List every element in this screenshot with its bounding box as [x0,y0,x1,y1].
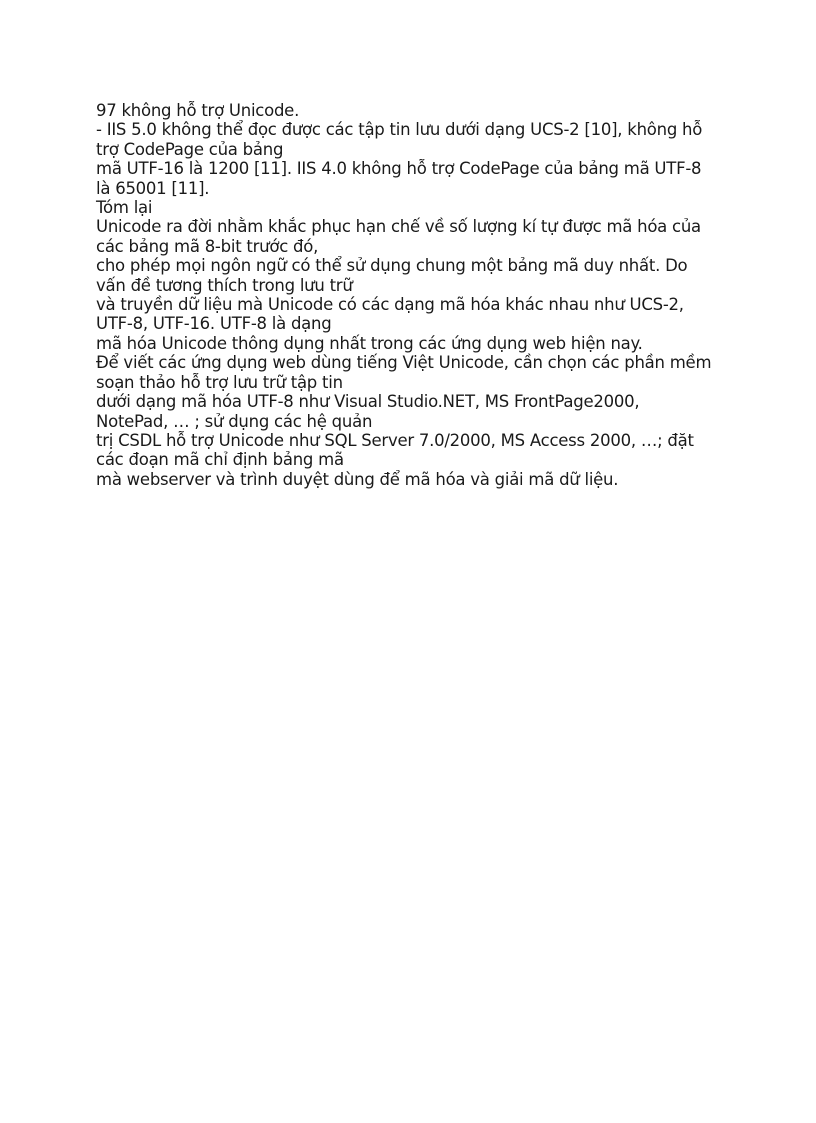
section-heading: Tóm lại [96,198,153,218]
text-line-1: 97 không hỗ trợ Unicode. [96,101,300,120]
text-line-7: Unicode ra đời nhằm khắc phục hạn chế về số lượng kí tự được mã hóa của [96,217,701,237]
text-line-19: các đoạn mã chỉ định bảng mã [96,450,344,470]
text-line-2: - IIS 5.0 không thể đọc được các tập tin lưu dưới dạng UCS-2 [10], không hỗ [96,120,703,140]
text-line-4: mã UTF-16 là 1200 [11]. IIS 4.0 không hỗ trợ CodePage của bảng mã UTF-8 [96,159,702,179]
text-line-16: dưới dạng mã hóa UTF-8 như Visual Studio.NET, MS FrontPage2000, [96,392,640,412]
text-line-12: UTF-8, UTF-16. UTF-8 là dạng [96,314,332,334]
text-line-5: là 65001 [11]. [96,178,210,198]
text-line-13: mã hóa Unicode thông dụng nhất trong các ứng dụng web hiện nay. [96,333,643,353]
text-line-15: soạn thảo hỗ trợ lưu trữ tập tin [96,372,343,392]
text-line-20: mà webserver và trình duyệt dùng để mã hóa và giải mã dữ liệu. [96,469,619,489]
body-text [96,101,726,489]
text-line-17: NotePad, … ; sử dụng các hệ quản [96,411,373,431]
text-line-10: vấn đề tương thích trong lưu trữ [96,275,353,295]
text-line-3: trợ CodePage của bảng [96,139,284,159]
text-line-18: trị CSDL hỗ trợ Unicode như SQL Server 7.0/2000, MS Access 2000, …; đặt [96,430,694,450]
text-line-8: các bảng mã 8-bit trước đó, [96,236,319,256]
text-line-14: Để viết các ứng dụng web dùng tiếng Việt Unicode, cần chọn các phần mềm [96,353,712,373]
text-line-11: và truyền dữ liệu mà Unicode có các dạng mã hóa khác nhau như UCS-2, [96,295,684,315]
text-line-9: cho phép mọi ngôn ngữ có thể sử dụng chung một bảng mã duy nhất. Do [96,256,688,276]
